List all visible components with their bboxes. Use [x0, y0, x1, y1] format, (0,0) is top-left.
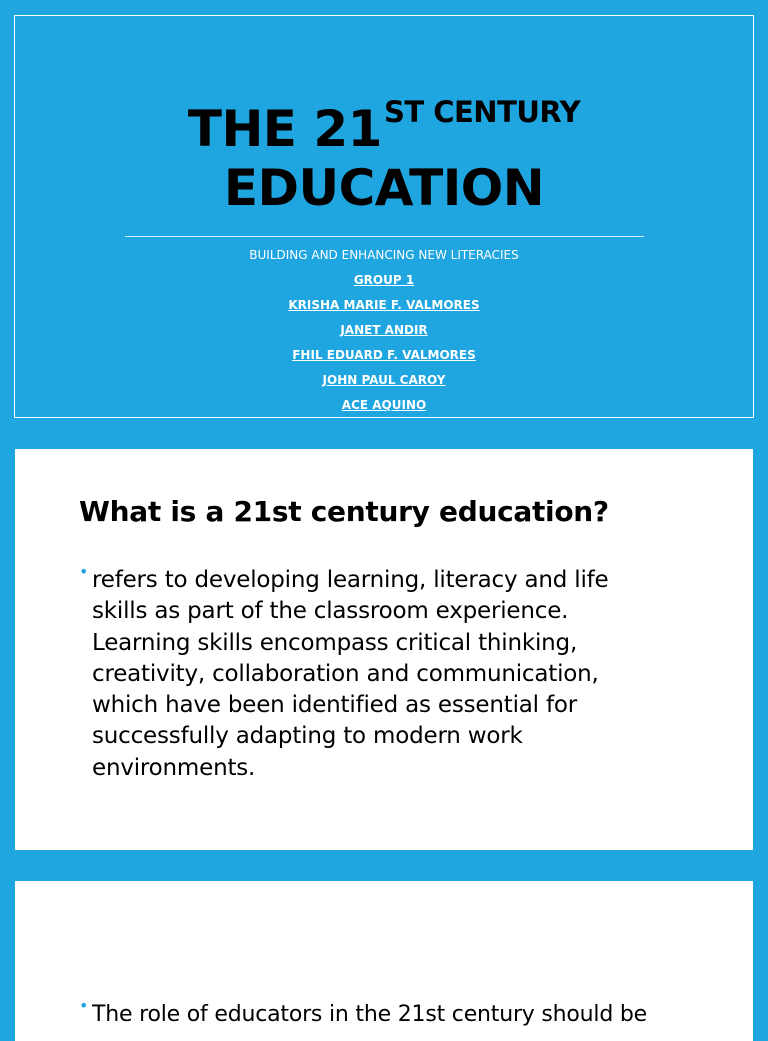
- subtitle-line[interactable]: [15, 397, 753, 422]
- slide-heading: What is a 21st century education?: [79, 495, 609, 528]
- bullet-dot-icon: •: [79, 562, 89, 581]
- bullet-dot-icon: •: [79, 996, 89, 1015]
- subtitle-list: [15, 247, 753, 422]
- bullet-text: The role of educators in the 21st century should be: [92, 1002, 647, 1027]
- subtitle-line[interactable]: [15, 372, 753, 397]
- member-link[interactable]: ACE AQUINO: [341, 398, 427, 412]
- content-slide-1: [15, 449, 753, 850]
- subtitle-line[interactable]: [15, 322, 753, 347]
- title-prefix: THE 21: [187, 100, 382, 158]
- member-link[interactable]: KRISHA MARIE F. VALMORES: [288, 298, 480, 312]
- subtitle-line: [15, 247, 753, 272]
- bullet-paragraph: [79, 996, 679, 1030]
- member-link[interactable]: JOHN PAUL CAROY: [322, 373, 446, 387]
- subtitle-line[interactable]: [15, 272, 753, 297]
- title-slide: [14, 15, 754, 418]
- slide-title: [15, 95, 753, 217]
- title-line-1: [187, 95, 581, 158]
- bullet-paragraph: [79, 562, 659, 784]
- title-divider: [125, 236, 644, 237]
- content-slide-2: [15, 881, 753, 1041]
- subtitle-line[interactable]: [15, 347, 753, 372]
- title-superscript: ST CENTURY: [383, 95, 581, 129]
- title-line-2: EDUCATION: [223, 159, 545, 217]
- subtitle-line[interactable]: [15, 297, 753, 322]
- bullet-text: refers to developing learning, literacy and life skills as part of the classroom experience. Learning skills encompass critical thinking, creativity, collaboration and communication, which have been identified as essential for successfully adapting to modern work environments.: [92, 567, 609, 781]
- member-link[interactable]: FHIL EDUARD F. VALMORES: [292, 348, 476, 362]
- subtitle-text: BUILDING AND ENHANCING NEW LITERACIES: [249, 248, 519, 262]
- member-link[interactable]: JANET ANDIR: [340, 323, 428, 337]
- group-link[interactable]: GROUP 1: [353, 273, 415, 287]
